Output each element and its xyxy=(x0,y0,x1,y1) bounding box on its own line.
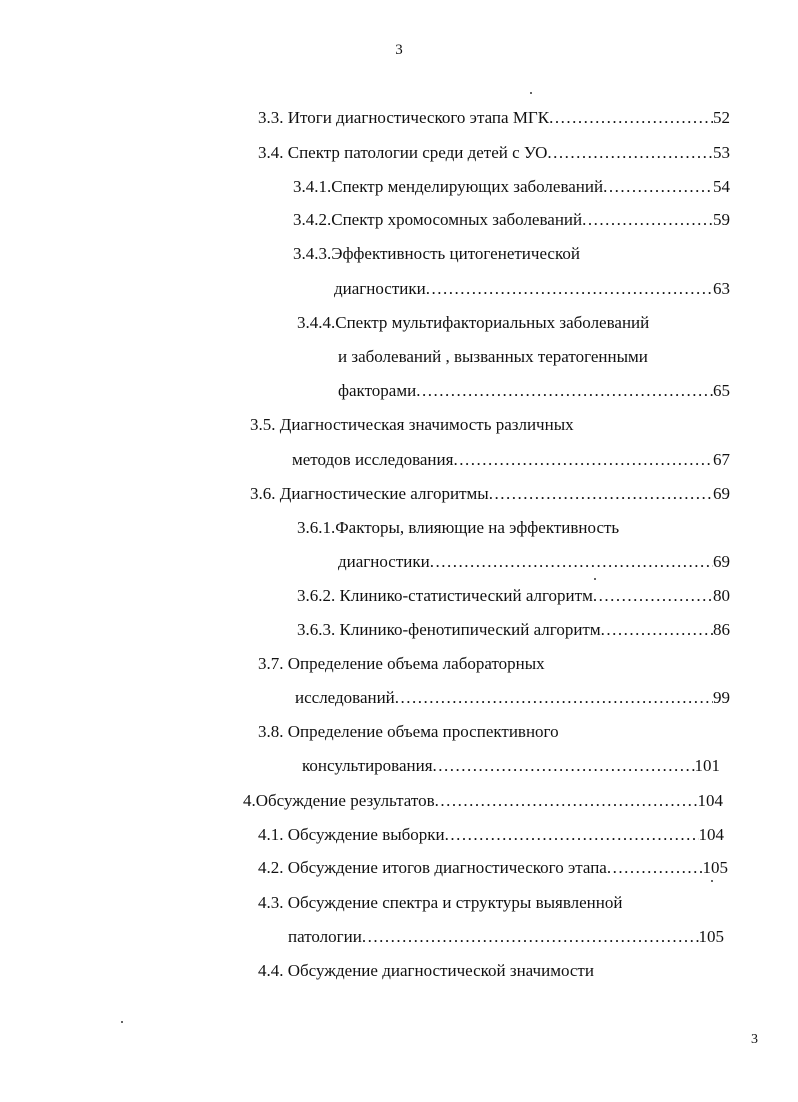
toc-leader-dots xyxy=(549,107,713,129)
toc-entry xyxy=(297,619,730,641)
toc-entry-page: 104 xyxy=(698,825,724,844)
toc-entry xyxy=(258,892,622,914)
toc-entry-title: 3.3. Итоги диагностического этапа МГК xyxy=(258,108,550,127)
toc-entry xyxy=(258,960,594,982)
toc-entry-title: 3.6.3. Клинико-фенотипический алгоритм xyxy=(297,620,601,639)
toc-entry-page: 101 xyxy=(694,756,720,775)
toc-entry-title: 3.7. Определение объема лабораторных xyxy=(258,654,545,673)
toc-entry-page: 65 xyxy=(713,381,730,400)
toc-entry-title: 3.4.2.Спектр хромосомных заболеваний xyxy=(293,210,583,229)
toc-entry xyxy=(295,687,730,709)
toc-entry-title: 3.6.2. Клинико-статистический алгоритм xyxy=(297,586,593,605)
scan-speck xyxy=(121,1021,123,1023)
toc-entry-title: 3.6.1.Факторы, влияющие на эффективность xyxy=(297,518,620,537)
toc-entry xyxy=(288,926,724,948)
toc-entry xyxy=(338,551,730,573)
toc-leader-dots xyxy=(489,483,713,505)
scan-speck xyxy=(530,92,532,94)
toc-entry xyxy=(243,790,723,812)
toc-entry-title: 4.4. Обсуждение диагностической значимости xyxy=(258,961,594,980)
toc-entry-title: 4.1. Обсуждение выборки xyxy=(258,825,445,844)
toc-leader-dots xyxy=(601,619,713,641)
toc-entry-page: 99 xyxy=(713,688,730,707)
toc-entry xyxy=(302,755,720,777)
toc-entry-page: 80 xyxy=(713,586,730,605)
toc-entry-page: 69 xyxy=(713,484,730,503)
toc-entry-page: 54 xyxy=(713,177,730,196)
toc-leader-dots xyxy=(435,790,698,812)
toc-entry-title: консультирования xyxy=(302,756,433,775)
toc-entry xyxy=(297,585,730,607)
scan-speck xyxy=(594,578,596,580)
toc-leader-dots xyxy=(416,380,713,402)
toc-entry xyxy=(258,824,724,846)
toc-entry-page: 53 xyxy=(713,143,730,162)
toc-entry xyxy=(293,176,730,198)
toc-entry xyxy=(250,414,574,436)
toc-entry-page: 67 xyxy=(713,450,730,469)
toc-entry-title: 4.2. Обсуждение итогов диагностического этапа xyxy=(258,858,607,877)
toc-entry-title: 3.4.4.Спектр мультифакториальных заболеваний xyxy=(297,313,650,332)
toc-entry xyxy=(293,243,580,265)
toc-entry-title: 3.4.1.Спектр менделирующих заболеваний xyxy=(293,177,604,196)
toc-entry-title: исследований xyxy=(295,688,395,707)
toc-entry-title: диагностики xyxy=(338,552,430,571)
toc-leader-dots xyxy=(547,142,713,164)
toc-entry-page: 105 xyxy=(702,858,728,877)
toc-entry-title: диагностики xyxy=(334,279,426,298)
toc-entry xyxy=(250,483,730,505)
toc-entry xyxy=(258,653,545,675)
toc-leader-dots xyxy=(582,209,713,231)
toc-entry-title: 3.4. Спектр патологии среди детей с УО xyxy=(258,143,548,162)
toc-leader-dots xyxy=(430,551,713,573)
toc-leader-dots xyxy=(445,824,699,846)
toc-entry-page: 52 xyxy=(713,108,730,127)
toc-entry xyxy=(258,721,559,743)
toc-leader-dots xyxy=(593,585,713,607)
toc-entry-title: 3.4.3.Эффективность цитогенетической xyxy=(293,244,580,263)
toc-entry xyxy=(334,278,730,300)
toc-entry-page: 105 xyxy=(698,927,724,946)
toc-entry-title: и заболеваний , вызванных тератогенными xyxy=(338,347,648,366)
toc-entry xyxy=(292,449,730,471)
toc-entry-page: 86 xyxy=(713,620,730,639)
toc-leader-dots xyxy=(433,755,695,777)
toc-entry-page: 59 xyxy=(713,210,730,229)
toc-entry-title: 3.6. Диагностические алгоритмы xyxy=(250,484,489,503)
toc-entry xyxy=(338,380,730,402)
toc-entry-title: 3.5. Диагностическая значимость различных xyxy=(250,415,574,434)
toc-leader-dots xyxy=(395,687,713,709)
toc-entry-page: 69 xyxy=(713,552,730,571)
toc-leader-dots xyxy=(453,449,713,471)
toc-entry-page: 63 xyxy=(713,279,730,298)
toc-entry-title: патологии xyxy=(288,927,362,946)
toc-entry xyxy=(258,142,730,164)
toc-entry-title: методов исследования xyxy=(292,450,454,469)
toc-entry-title: 4.3. Обсуждение спектра и структуры выявленной xyxy=(258,893,623,912)
toc-leader-dots xyxy=(603,176,713,198)
toc-entry xyxy=(258,857,728,879)
toc-entry xyxy=(293,209,730,231)
toc-entry-title: факторами xyxy=(338,381,417,400)
toc-entry-page: 104 xyxy=(697,791,723,810)
toc-leader-dots xyxy=(362,926,699,948)
toc-entry xyxy=(258,107,730,129)
page-number-top: 3 xyxy=(395,42,403,58)
toc-leader-dots xyxy=(426,278,713,300)
toc-entry xyxy=(338,346,648,368)
toc-entry xyxy=(297,312,649,334)
page-number-bottom: 3 xyxy=(751,1032,758,1047)
scan-speck xyxy=(711,880,713,882)
toc-entry xyxy=(297,517,619,539)
toc-entry-title: 4.Обсуждение результатов xyxy=(243,791,435,810)
toc-entry-title: 3.8. Определение объема проспективного xyxy=(258,722,559,741)
toc-leader-dots xyxy=(607,857,703,879)
